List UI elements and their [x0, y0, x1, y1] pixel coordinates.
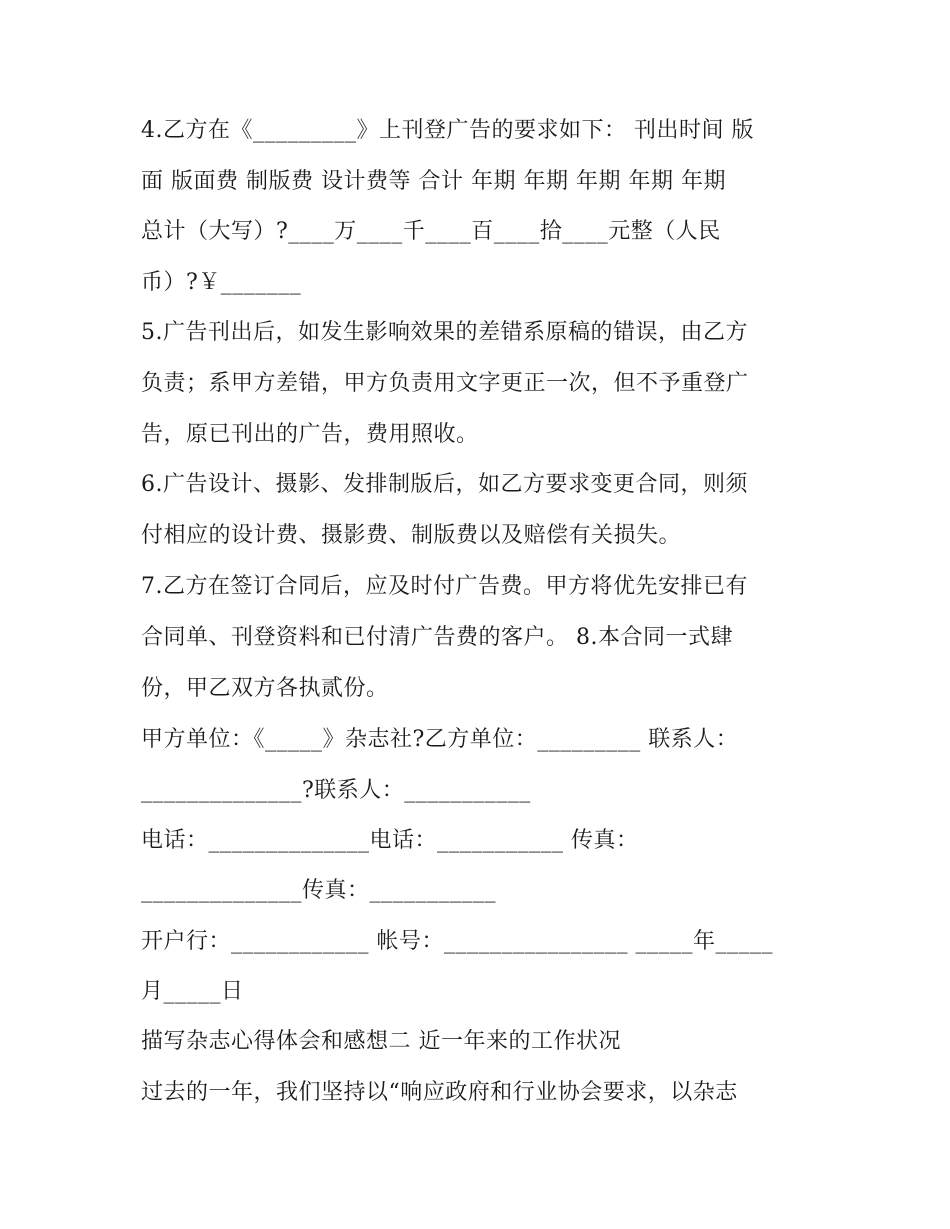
text-line: 5.广告刊出后，如发生影响效果的差错系原稿的错误，由乙方: [141, 320, 748, 345]
text-line: 份，甲乙双方各执贰份。: [141, 676, 389, 701]
text-line: 7.乙方在签订合同后，应及时付广告费。甲方将优先安排已有: [141, 574, 748, 599]
text-line: 付相应的设计费、摄影费、制版费以及赔偿有关损失。: [141, 523, 682, 548]
text-line: 月_____日: [141, 979, 244, 1004]
text-line: 开户行：____________ 帐号：________________ _____年_____: [141, 929, 773, 954]
text-line: ______________传真：___________: [141, 878, 497, 903]
text-line: 总计（大写）?____万____千____百____拾____元整（人民: [141, 219, 721, 244]
text-line: 6.广告设计、摄影、发排制版后，如乙方要求变更合同，则须: [141, 472, 748, 497]
section-heading: 描写杂志心得体会和感想二 近一年来的工作状况: [141, 1029, 621, 1054]
text-line: 负责；系甲方差错，甲方负责用文字更正一次，但不予重登广: [141, 371, 749, 396]
text-line: ______________?联系人：___________: [141, 778, 531, 803]
text-line: 币）?￥_______: [141, 270, 302, 295]
text-line: 甲方单位：《_____》杂志社?乙方单位：_________ 联系人：: [141, 727, 739, 752]
text-line: 面 版面费 制版费 设计费等 合计 年期 年期 年期 年期 年期: [141, 169, 726, 194]
text-line: 合同单、刊登资料和已付清广告费的客户。 8.本合同一式肆: [141, 625, 733, 650]
text-line: 告，原已刊出的广告，费用照收。: [141, 422, 479, 447]
text-line: 4.乙方在《_________》上刊登广告的要求如下： 刊出时间 版: [141, 118, 754, 143]
text-line: 电话：______________电话：___________ 传真：: [141, 828, 639, 853]
text-line: 过去的一年，我们坚持以“响应政府和行业协会要求，以杂志: [141, 1080, 738, 1105]
